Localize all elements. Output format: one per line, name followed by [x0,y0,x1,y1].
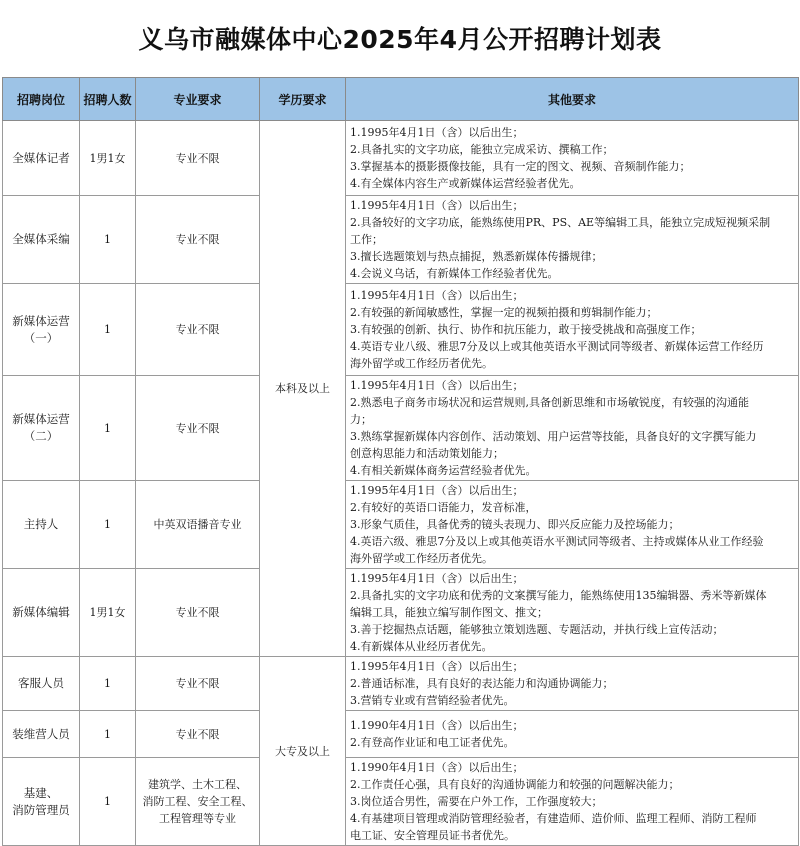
table-row [3,758,799,846]
requirements-cell [346,284,799,376]
position-name: 主持人 [23,517,59,531]
major-line: 专业不限 [175,151,220,165]
count-cell: 1男1女 [80,569,136,657]
major-cell [136,711,260,758]
requirement-line: 4.英语专业八级、雅思7分及以上或其他英语水平测试同等级者、新媒体运营工作经历 [350,340,764,353]
page-title: 义乌市融媒体中心2025年4月公开招聘计划表 [138,25,662,54]
requirement-line: 1.1995年4月1日（含）以后出生； [350,126,524,139]
table-row [3,569,799,657]
requirement-line: 1.1995年4月1日（含）以后出生； [350,289,524,302]
requirement-line: 海外留学或工作经历者优先。 [350,552,493,565]
requirement-line: 3.岗位适合男性，需要在户外工作，工作强度较大； [350,795,603,808]
major-cell [136,481,260,569]
requirement-line: 2.普通话标准，具有良好的表达能力和沟通协调能力； [350,677,614,690]
count-cell: 1 [80,481,136,569]
requirement-line: 1.1995年4月1日（含）以后出生； [350,199,524,212]
major-line: 专业不限 [175,677,220,690]
requirement-line: 3.营销专业或有营销经验者优先。 [350,694,515,707]
position-cell [3,376,80,481]
requirements-cell [346,121,799,196]
requirement-line: 创意构思能力和活动策划能力； [350,447,504,460]
major-line: 专业不限 [175,421,220,435]
requirement-line: 3.有较强的创新、执行、协作和抗压能力，敢于接受挑战和高强度工作； [350,323,702,336]
requirement-line: 4.会说义乌话，有新媒体工作经验者优先。 [350,267,559,280]
requirement-line: 2.有较强的新闻敏感性，掌握一定的视频拍摄和剪辑制作能力； [350,306,658,319]
requirements-cell [346,657,799,711]
position-name: 消防管理员 [12,802,70,817]
count-cell: 1 [80,711,136,758]
requirement-line: 2.有较好的英语口语能力，发音标准， [350,501,537,514]
requirement-line: 3.熟练掌握新媒体内容创作、活动策划、用户运营等技能，具备良好的文字撰写能力 [350,430,757,443]
position-name: 全媒体采编 [12,232,70,246]
header-position: 招聘岗位 [3,78,80,121]
position-name: 新媒体运营 [12,412,70,426]
requirement-line: 编辑工具，能独立编写制作图文、推文； [350,606,548,619]
requirement-line: 1.1995年4月1日（含）以后出生； [350,572,524,585]
count-cell: 1 [80,657,136,711]
position-cell [3,196,80,284]
major-cell [136,758,260,846]
education-cell: 大专及以上 [260,657,346,846]
position-cell [3,711,80,758]
major-cell [136,284,260,376]
position-name: 全媒体记者 [12,150,70,165]
requirement-line: 4.英语六级、雅思7分及以上或其他英语水平测试同等级者、主持或媒体从业工作经验 [350,535,764,548]
position-name: （二） [23,429,59,443]
header-major: 专业要求 [136,78,260,121]
requirements-cell [346,758,799,846]
table-row [3,481,799,569]
major-cell [136,376,260,481]
header-other-requirements: 其他要求 [346,78,799,121]
position-name: 基建、 [23,785,59,800]
major-cell [136,657,260,711]
requirement-line: 3.善于挖掘热点话题，能够独立策划选题、专题活动，并执行线上宣传活动； [350,623,724,636]
major-line: 专业不限 [175,606,220,619]
position-cell [3,284,80,376]
requirement-line: 2.具备扎实的文字功底和优秀的文案撰写能力，能熟练使用135编辑器、秀米等新媒体 [350,589,767,602]
major-line: 专业不限 [175,727,220,741]
requirement-line: 1.1995年4月1日（含）以后出生； [350,660,524,673]
requirement-line: 3.擅长选题策划与热点捕捉，熟悉新媒体传播规律； [350,250,603,263]
requirement-line: 力； [350,413,372,426]
table-header-row [3,78,799,121]
requirement-line: 2.具备扎实的文字功底，能独立完成采访、撰稿工作； [350,143,614,156]
requirement-line: 4.有相关新媒体商务运营经验者优先。 [350,464,537,477]
requirements-cell [346,569,799,657]
count-cell: 1 [80,376,136,481]
position-cell [3,758,80,846]
table-row [3,284,799,376]
table-row [3,196,799,284]
table-row [3,376,799,481]
requirement-line: 1.1995年4月1日（含）以后出生； [350,379,524,392]
position-cell [3,121,80,196]
requirement-line: 2.具备较好的文字功底，能熟练使用PR、PS、AE等编辑工具，能独立完成短视频采制 [350,216,771,229]
position-cell [3,569,80,657]
requirements-cell [346,481,799,569]
education-cell: 本科及以上 [260,121,346,657]
table-row [3,121,799,196]
table-row [3,711,799,758]
recruitment-table [2,77,799,846]
requirement-line: 1.1990年4月1日（含）以后出生； [350,719,524,732]
major-line: 专业不限 [175,323,220,336]
requirement-line: 3.掌握基本的摄影摄像技能，具有一定的图文、视频、音频制作能力； [350,160,691,173]
requirements-cell [346,711,799,758]
requirement-line: 2.熟悉电子商务市场状况和运营规则,具备创新思维和市场敏锐度，有较强的沟通能 [350,396,749,409]
position-name: 新媒体编辑 [12,605,70,619]
major-line: 中英双语播音专业 [153,518,242,531]
count-cell: 1男1女 [80,121,136,196]
requirement-line: 3.形象气质佳，具备优秀的镜头表现力、即兴反应能力及控场能力； [350,518,680,531]
count-cell: 1 [80,196,136,284]
table-row [3,657,799,711]
major-line: 工程管理等专业 [159,812,236,825]
position-name: 装维营人员 [12,726,70,741]
position-name: 客服人员 [18,676,64,690]
position-name: 新媒体运营 [12,313,70,328]
major-cell [136,121,260,196]
major-line: 消防工程、安全工程、 [142,795,253,808]
header-count: 招聘人数 [80,78,136,121]
major-line: 专业不限 [175,233,220,246]
count-cell: 1 [80,284,136,376]
position-cell [3,481,80,569]
requirement-line: 4.有全媒体内容生产或新媒体运营经验者优先。 [350,177,581,190]
requirement-line: 工作； [350,233,383,246]
requirement-line: 2.有登高作业证和电工证者优先。 [350,736,515,749]
requirement-line: 2.工作责任心强，具有良好的沟通协调能力和较强的问题解决能力； [350,778,680,791]
header-education: 学历要求 [260,78,346,121]
major-line: 建筑学、土木工程、 [148,778,247,791]
major-cell [136,569,260,657]
requirement-line: 电工证、安全管理员证书者优先。 [350,829,515,842]
position-name: （一） [23,330,59,345]
count-cell: 1 [80,758,136,846]
requirement-line: 海外留学或工作经历者优先。 [350,357,493,370]
major-cell [136,196,260,284]
requirement-line: 4.有新媒体从业经历者优先。 [350,640,493,653]
requirement-line: 1.1990年4月1日（含）以后出生； [350,761,524,774]
requirement-line: 4.有基建项目管理或消防管理经验者，有建造师、造价师、监理工程师、消防工程师 [350,812,757,825]
position-cell [3,657,80,711]
requirements-cell [346,376,799,481]
requirement-line: 1.1995年4月1日（含）以后出生； [350,484,524,497]
requirements-cell [346,196,799,284]
